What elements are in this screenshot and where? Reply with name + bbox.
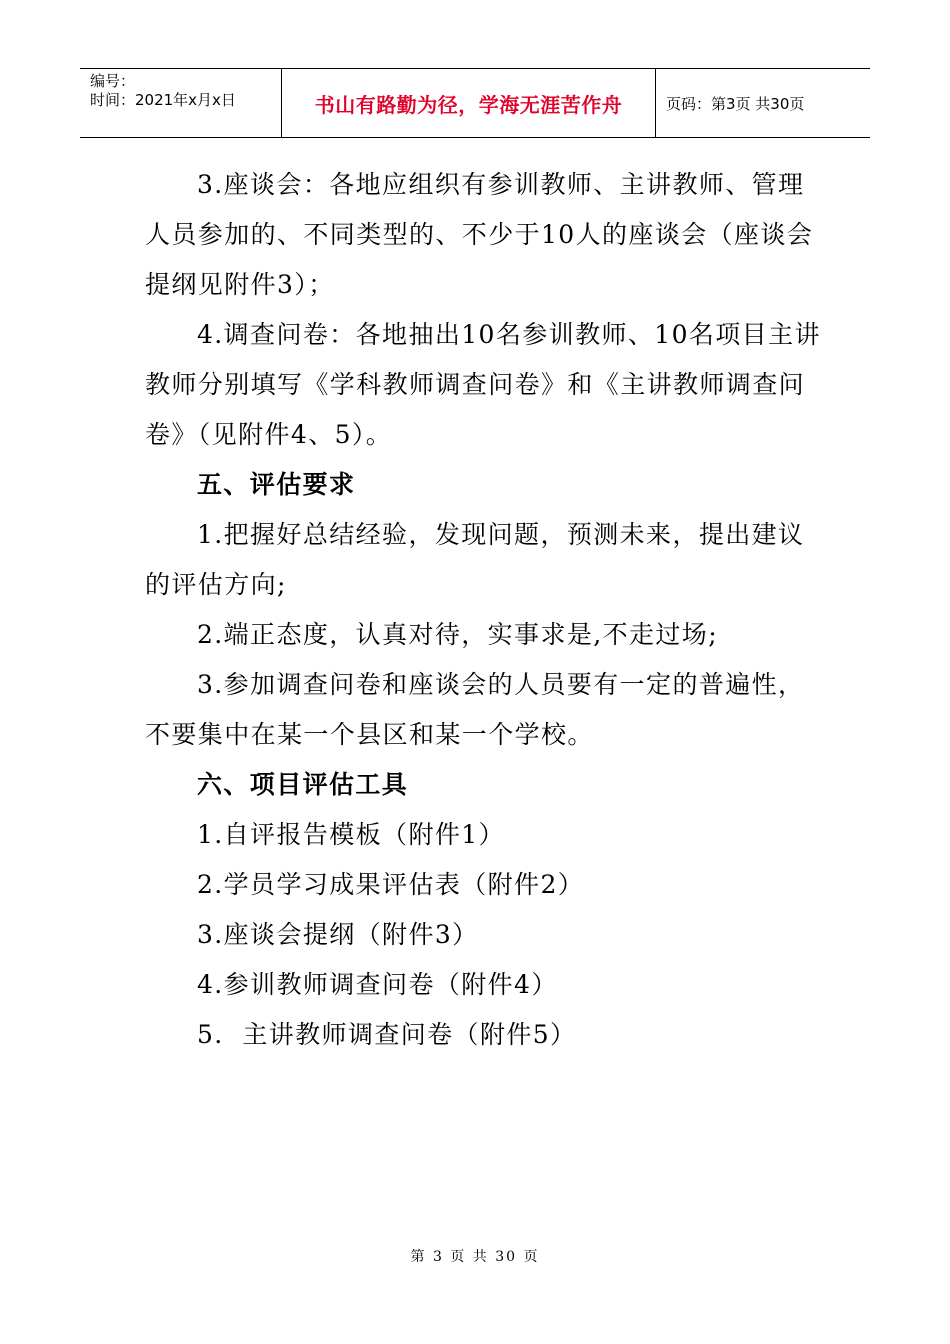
section-heading: 五、评估要求	[197, 470, 356, 499]
list-item: 5. 主讲教师调查问卷（附件5）	[197, 1020, 577, 1049]
list-item: 1.自评报告模板（附件1）	[197, 820, 505, 849]
page-footer: 第 3 页 共 30 页	[410, 1249, 540, 1265]
header-page-cell	[656, 69, 870, 137]
paragraph-line: 的评估方向;	[145, 570, 287, 599]
document-header	[80, 68, 870, 138]
paragraph-line: 提纲见附件3）；	[145, 270, 335, 299]
paragraph-line: 3.座谈会：各地应组织有参训教师、主讲教师、管理	[197, 170, 805, 199]
section-heading: 六、项目评估工具	[197, 770, 409, 799]
list-item: 2.学员学习成果评估表（附件2）	[197, 870, 585, 899]
list-item: 4.参训教师调查问卷（附件4）	[197, 970, 558, 999]
paragraph-line: 卷》（见附件4、5）。	[145, 420, 393, 449]
paragraph-line: 1.把握好总结经验，发现问题，预测未来，提出建议	[197, 520, 805, 549]
header-meta	[80, 69, 282, 137]
paragraph-line: 教师分别填写《学科教师调查问卷》和《主讲教师调查问	[145, 370, 806, 399]
document-body	[145, 160, 821, 1060]
list-item: 3.座谈会提纲（附件3）	[197, 920, 479, 949]
page-info: 页码：第3页 共30页	[666, 94, 805, 113]
paragraph-line: 3.参加调查问卷和座谈会的人员要有一定的普遍性，	[197, 670, 805, 699]
motto-text: 书山有路勤为径，学海无涯苦作舟	[314, 92, 623, 117]
paragraph-line: 不要集中在某一个县区和某一个学校。	[145, 720, 594, 749]
time-label: 时间：2021年x月x日	[90, 91, 236, 109]
paragraph-line: 4.调查问卷：各地抽出10名参训教师、10名项目主讲	[197, 320, 821, 349]
paragraph-line: 2.端正态度，认真对待，实事求是,不走过场;	[197, 620, 719, 649]
paragraph-line: 人员参加的、不同类型的、不少于10人的座谈会（座谈会	[145, 220, 814, 249]
header-motto-cell	[282, 69, 656, 137]
number-label: 编号：	[90, 72, 136, 90]
